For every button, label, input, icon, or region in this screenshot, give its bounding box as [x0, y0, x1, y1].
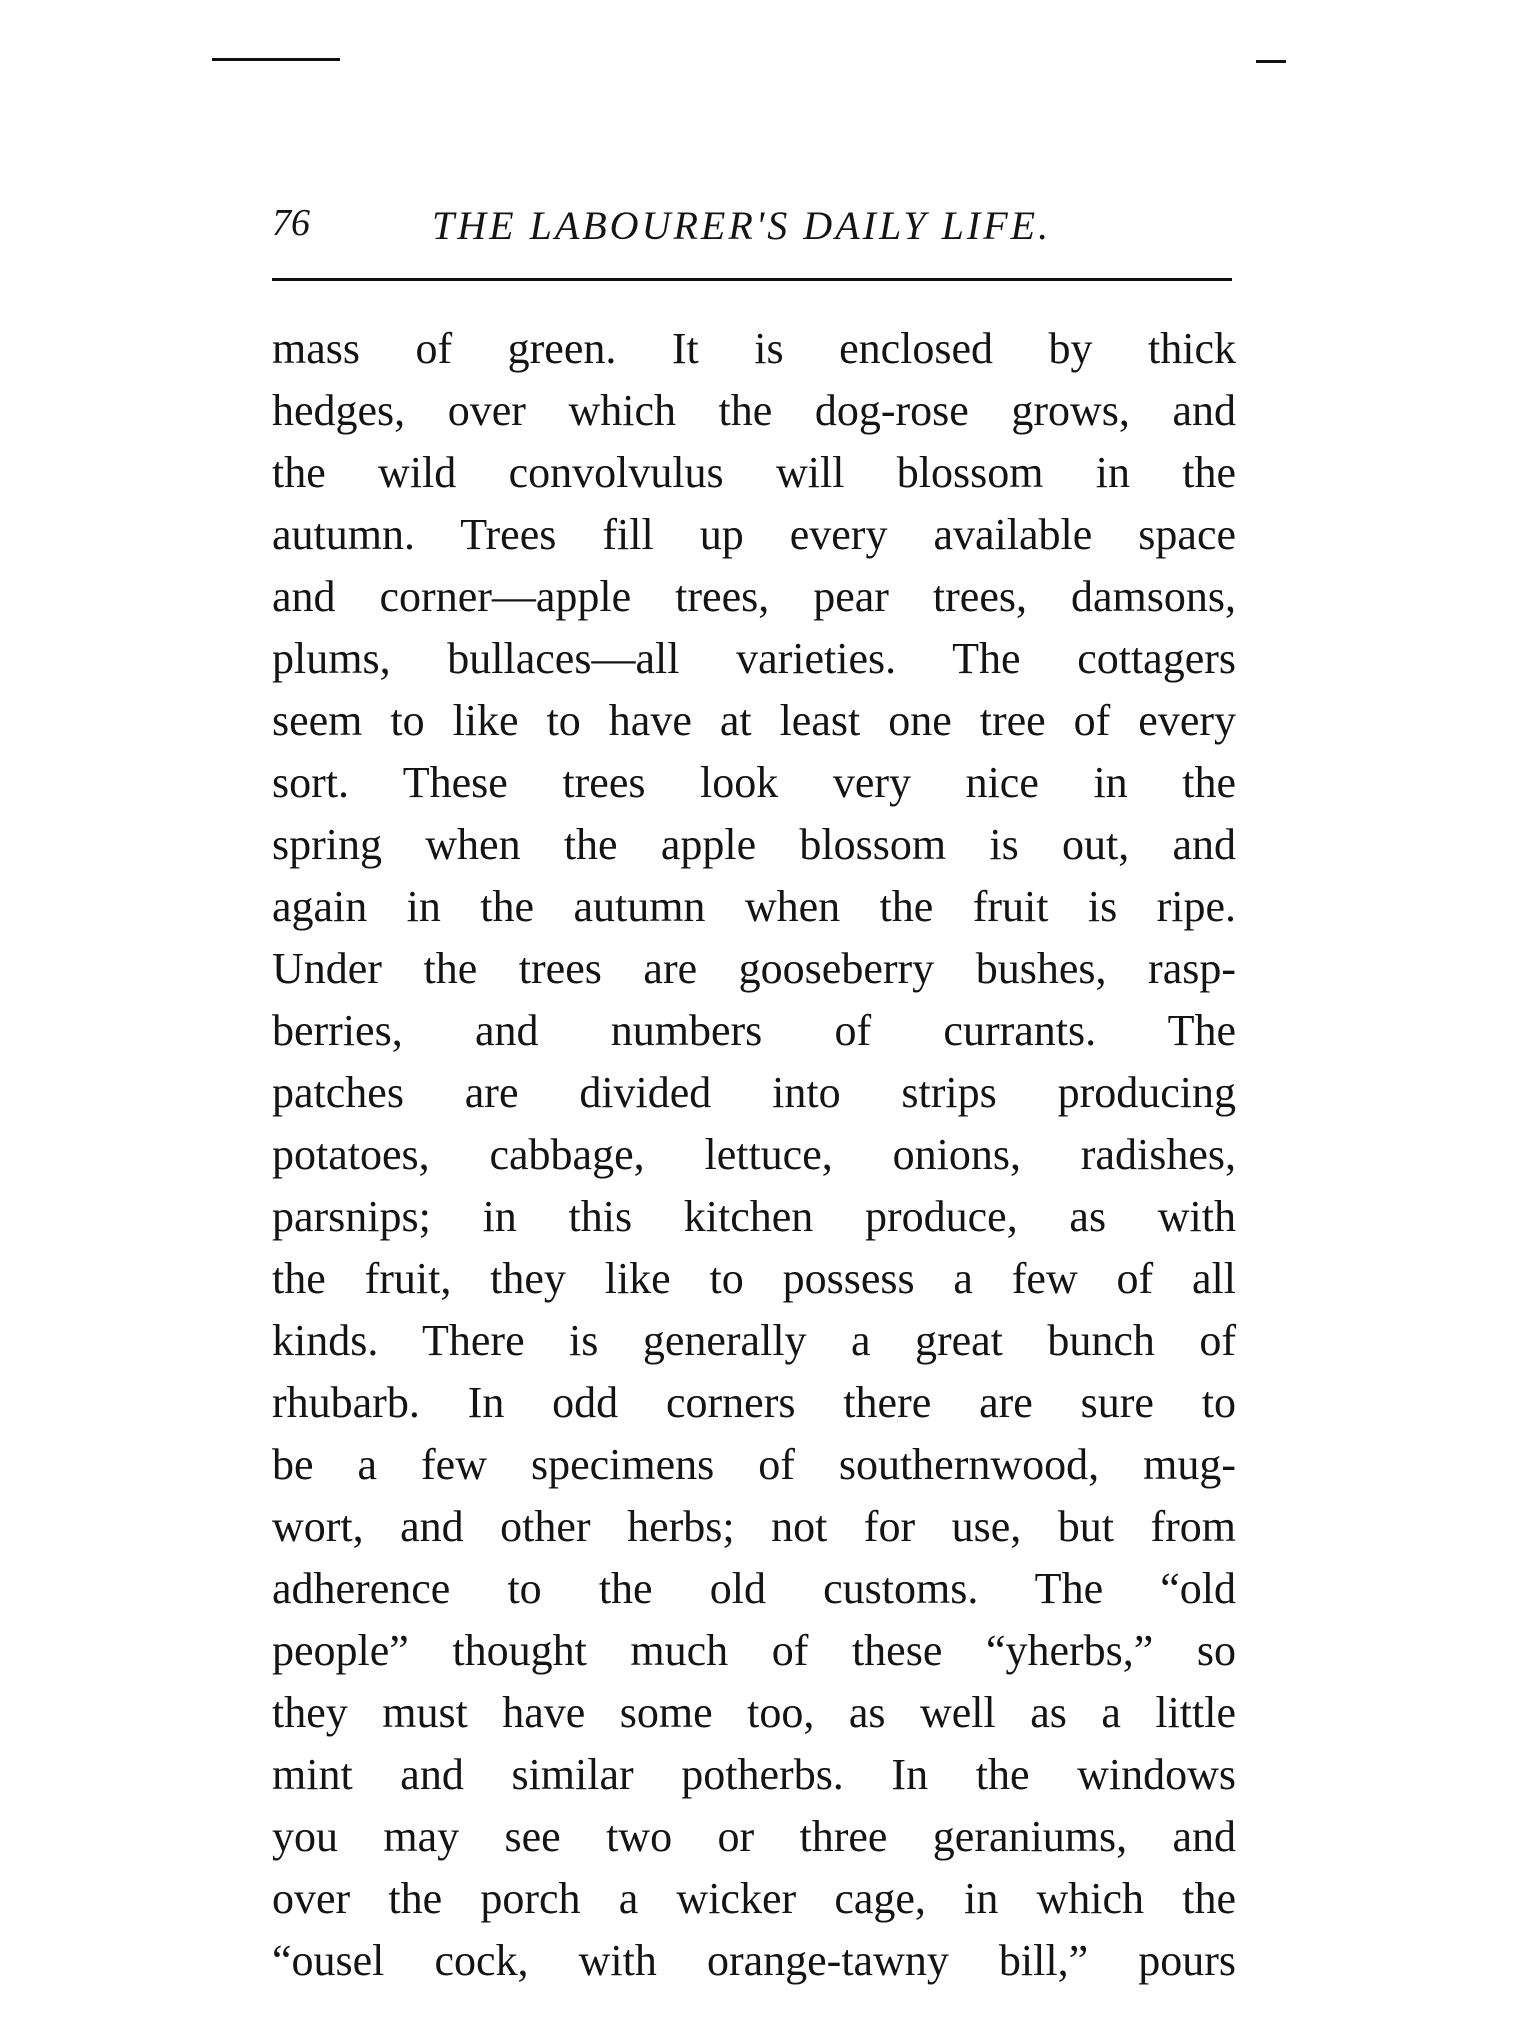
text-line: the fruit, they like to possess a few of all	[272, 1254, 1236, 1303]
text-line: mass of green. It is enclosed by thick	[272, 324, 1236, 373]
text-line: rhubarb. In odd corners there are sure to	[272, 1378, 1236, 1427]
text-line: they must have some too, as well as a little	[272, 1688, 1236, 1737]
text-line: “ousel cock, with orange-tawny bill,” pours	[272, 1936, 1236, 1985]
text-line: patches are divided into strips producing	[272, 1068, 1236, 1117]
text-line: hedges, over which the dog-rose grows, and	[272, 386, 1236, 435]
text-line: potatoes, cabbage, lettuce, onions, radishes,	[272, 1130, 1236, 1179]
text-line: wort, and other herbs; not for use, but from	[272, 1502, 1236, 1551]
text-line: be a few specimens of southernwood, mug-	[272, 1440, 1236, 1489]
text-line: seem to like to have at least one tree of every	[272, 696, 1236, 745]
text-line: kinds. There is generally a great bunch of	[272, 1316, 1236, 1365]
body-paragraph	[272, 318, 1236, 1992]
text-line: spring when the apple blossom is out, and	[272, 820, 1236, 869]
text-line: again in the autumn when the fruit is ripe.	[272, 882, 1236, 931]
text-line: Under the trees are gooseberry bushes, rasp-	[272, 944, 1236, 993]
text-line: autumn. Trees fill up every available space	[272, 510, 1236, 559]
text-line: sort. These trees look very nice in the	[272, 758, 1236, 807]
top-left-rule	[212, 58, 340, 61]
header-rule	[272, 278, 1232, 281]
text-line: plums, bullaces—all varieties. The cottagers	[272, 634, 1236, 683]
text-line: adherence to the old customs. The “old	[272, 1564, 1236, 1613]
running-title: THE LABOURER'S DAILY LIFE.	[432, 203, 1052, 248]
text-line: people” thought much of these “yherbs,” so	[272, 1626, 1236, 1675]
page-number: 76	[272, 202, 310, 244]
text-line: the wild convolvulus will blossom in the	[272, 448, 1236, 497]
text-line: berries, and numbers of currants. The	[272, 1006, 1236, 1055]
text-line: and corner—apple trees, pear trees, damsons,	[272, 572, 1236, 621]
text-line: over the porch a wicker cage, in which the	[272, 1874, 1236, 1923]
text-line: mint and similar potherbs. In the windows	[272, 1750, 1236, 1799]
top-right-rule	[1256, 60, 1286, 63]
text-line: parsnips; in this kitchen produce, as with	[272, 1192, 1236, 1241]
text-line: you may see two or three geraniums, and	[272, 1812, 1236, 1861]
